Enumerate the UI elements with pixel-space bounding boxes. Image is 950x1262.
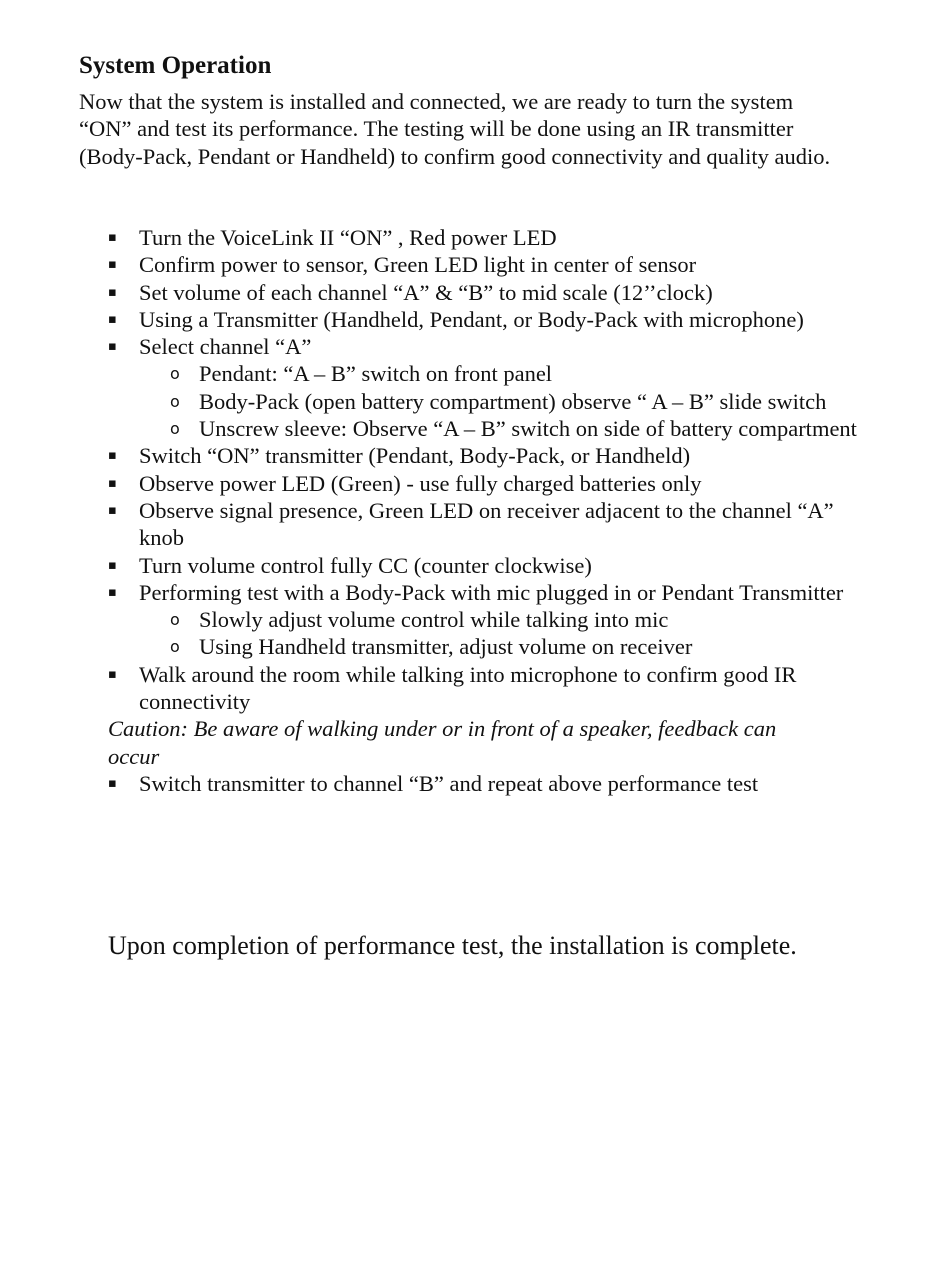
list-item bbox=[108, 770, 858, 797]
bullet-marker: ▪ bbox=[108, 502, 117, 518]
bullet-marker: ▪ bbox=[108, 666, 117, 682]
list-item-text: Performing test with a Body-Pack with mic plugged in or Pendant Transmitter bbox=[139, 579, 844, 605]
list-item-text: Turn volume control fully CC (counter clockwise) bbox=[139, 552, 592, 578]
list-item bbox=[108, 579, 858, 606]
list-item bbox=[108, 552, 858, 579]
sub-list-item bbox=[108, 388, 858, 415]
list-item bbox=[108, 497, 858, 552]
list-item bbox=[108, 333, 858, 360]
bullet-marker: ▪ bbox=[108, 448, 117, 464]
bullet-marker: ▪ bbox=[108, 557, 117, 573]
sub-bullet-marker: o bbox=[170, 364, 180, 384]
list-item-text: Observe signal presence, Green LED on receiver adjacent to the channel “A” knob bbox=[139, 497, 834, 551]
sub-bullet-marker: o bbox=[170, 391, 180, 411]
list-item-text: Turn the VoiceLink II “ON” , Red power LED bbox=[139, 225, 557, 250]
caution-note: Caution: Be aware of walking under or in front of a speaker, feedback can occur bbox=[108, 716, 777, 769]
sub-list-item bbox=[108, 606, 858, 633]
closing-statement: Upon completion of performance test, the installation is complete. bbox=[108, 931, 797, 960]
sub-list-item bbox=[108, 633, 858, 660]
bullet-marker: ▪ bbox=[108, 230, 117, 245]
sub-list-item-text: Unscrew sleeve: Observe “A – B” switch on side of battery compartment bbox=[199, 416, 857, 442]
bullet-marker: ▪ bbox=[108, 584, 117, 600]
bullet-marker: ▪ bbox=[108, 775, 117, 791]
list-item-text: Switch “ON” transmitter (Pendant, Body-Pack, or Handheld) bbox=[139, 443, 691, 469]
bullet-marker: ▪ bbox=[108, 311, 117, 327]
bullet-marker: ▪ bbox=[108, 339, 117, 355]
list-item bbox=[108, 661, 858, 716]
sub-list-item bbox=[108, 360, 858, 387]
list-item bbox=[108, 442, 858, 469]
procedure-list bbox=[108, 224, 858, 797]
list-item-text: Confirm power to sensor, Green LED light in center of sensor bbox=[139, 252, 697, 278]
sub-list-item bbox=[108, 415, 858, 442]
list-item-text: Switch transmitter to channel “B” and repeat above performance test bbox=[139, 770, 759, 796]
sub-list-item-text: Body-Pack (open battery compartment) observe “ A – B” slide switch bbox=[199, 388, 827, 414]
sub-list-item-text: Slowly adjust volume control while talking into mic bbox=[199, 607, 669, 633]
list-item bbox=[108, 279, 858, 306]
bullet-marker: ▪ bbox=[108, 284, 117, 300]
list-item bbox=[108, 306, 858, 333]
list-item-text: Walk around the room while talking into microphone to confirm good IR connectivity bbox=[139, 661, 797, 715]
list-item bbox=[108, 224, 858, 251]
sub-bullet-marker: o bbox=[170, 637, 180, 657]
list-item-text: Select channel “A” bbox=[139, 334, 312, 360]
sub-bullet-marker: o bbox=[170, 419, 180, 439]
bullet-marker: ▪ bbox=[108, 475, 117, 491]
list-item bbox=[108, 251, 858, 278]
list-item bbox=[108, 470, 858, 497]
section-heading: System Operation bbox=[79, 52, 272, 79]
list-item-text: Observe power LED (Green) - use fully charged batteries only bbox=[139, 470, 702, 496]
sub-bullet-marker: o bbox=[170, 610, 180, 630]
list-item-text: Set volume of each channel “A” & “B” to mid scale (12’’clock) bbox=[139, 279, 713, 305]
bullet-marker: ▪ bbox=[108, 257, 117, 273]
intro-paragraph: Now that the system is installed and connected, we are ready to turn the system “ON” and test its performance. The testing will be done using an IR transmitter (Body-Pack, Pendant or Handheld) to confirm good connectivity and quality audio. bbox=[79, 89, 831, 169]
sub-list-item-text: Using Handheld transmitter, adjust volume on receiver bbox=[199, 634, 693, 660]
list-item-text: Using a Transmitter (Handheld, Pendant, or Body-Pack with microphone) bbox=[139, 306, 804, 332]
sub-list-item-text: Pendant: “A – B” switch on front panel bbox=[199, 361, 553, 387]
